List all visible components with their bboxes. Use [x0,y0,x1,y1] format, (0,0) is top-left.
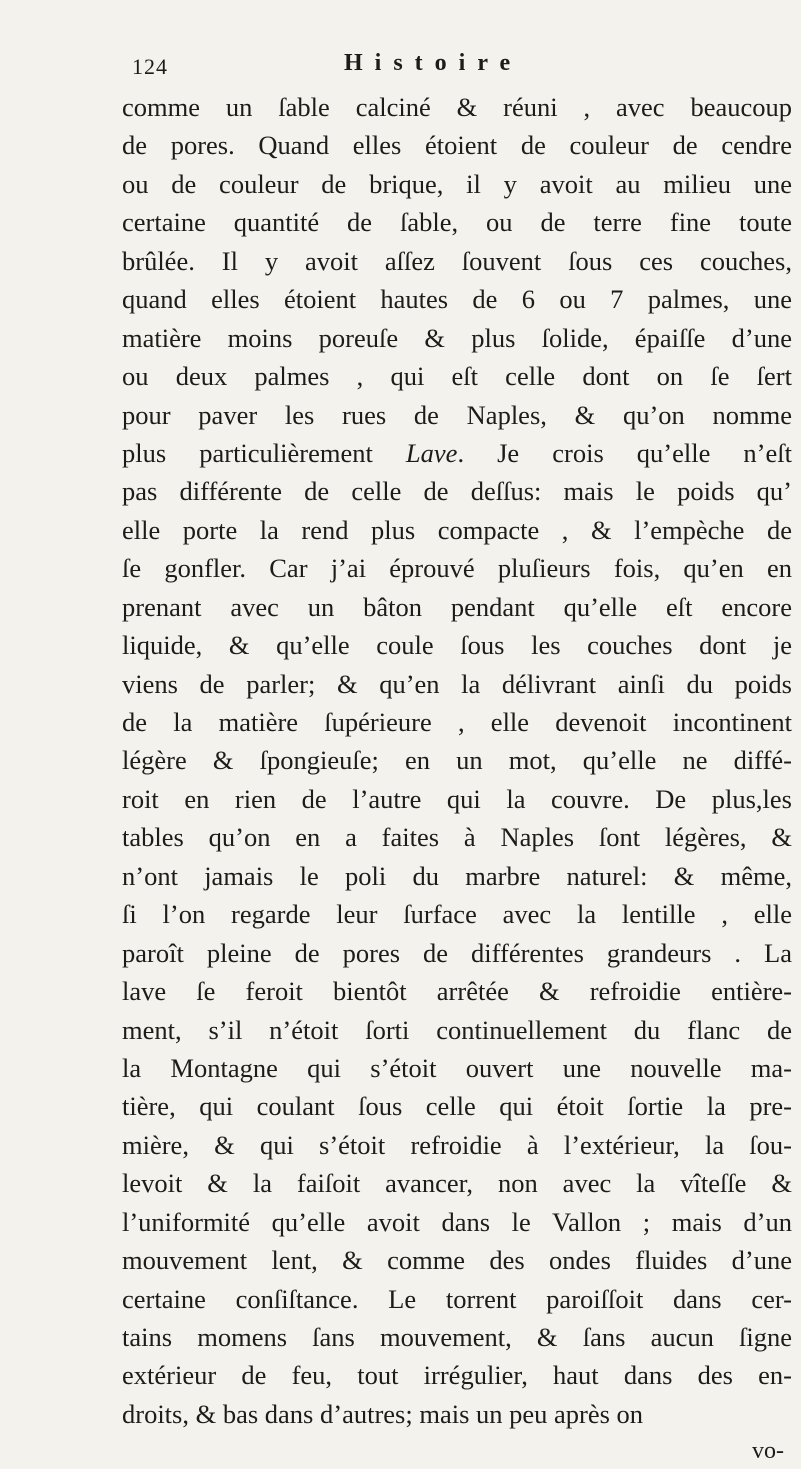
text-line: elle porte la rend plus compacte , & l’empèche de [122,514,792,545]
catchword: vo- [752,1438,784,1465]
emphasized-word: Lave [405,437,458,468]
text-line: ment, s’il n’étoit ſorti continuellement du flanc de [122,1014,792,1045]
text-line: certaine conſiſtance. Le torrent paroiſſoit dans cer- [122,1283,792,1314]
text-line: paroît pleine de pores de différentes grandeurs . La [122,937,792,968]
text-line: n’ont jamais le poli du marbre naturel: & même, [122,860,792,891]
text-line: pas différente de celle de deſſus: mais le poids qu’ [122,476,792,507]
text-line: la Montagne qui s’étoit ouvert une nouvelle ma- [122,1052,792,1083]
text-line: levoit & la faiſoit avancer, non avec la vîteſſe & [122,1168,792,1199]
book-page [122,48,792,1469]
text-line: ou deux palmes , qui eſt celle dont on ſe ſert [122,361,792,392]
text-line: comme un ſable calciné & réuni , avec beaucoup [122,92,792,122]
text-line: mière, & qui s’étoit refroidie à l’extérieur, la ſou- [122,1129,792,1160]
text-line: plus particulièrement Lave. Je crois qu’elle n’eſt [122,437,792,468]
text-line: matière moins poreuſe & plus ſolide, épaiſſe d’une [122,322,792,353]
body-text [122,88,792,1433]
text-line: ſe gonfler. Car j’ai éprouvé pluſieurs fois, qu’en en [122,553,792,584]
text-line: liquide, & qu’elle coule ſous les couches dont je [122,630,792,661]
text-line: de la matière ſupérieure , elle devenoit incontinent [122,707,792,737]
text-line: tains momens ſans mouvement, & ſans aucun ſigne [122,1322,792,1352]
text-line: ou de couleur de brique, il y avoit au milieu une [122,168,792,199]
text-line: prenant avec un bâton pendant qu’elle eſt encore [122,591,792,622]
text-line: quand elles étoient hautes de 6 ou 7 palmes, une [122,284,792,315]
text-line: de pores. Quand elles étoient de couleur de cendre [122,130,792,161]
text-line: tables qu’on en a faites à Naples ſont légères, & [122,822,792,853]
text-line: roit en rien de l’autre qui la couvre. De plus,les [122,783,792,814]
text-line: légère & ſpongieuſe; en un mot, qu’elle ne diffé- [122,745,792,776]
text-line: tière, qui coulant ſous celle qui étoit ſortie la pre- [122,1091,792,1122]
page-number: 124 [132,54,168,79]
text-line: lave ſe feroit bientôt arrêtée & refroidie entière- [122,976,792,1007]
text-line: extérieur de feu, tout irrégulier, haut dans des en- [122,1360,792,1391]
text-line: certaine quantité de ſable, ou de terre fine toute [122,207,792,238]
text-line: ſi l’on regarde leur ſurface avec la lentille , elle [122,899,792,930]
text-line: brûlée. Il y avoit aſſez ſouvent ſous ces couches, [122,245,792,276]
text-line: droits, & bas dans d’autres; mais un peu après on [122,1398,644,1429]
running-head [122,48,792,88]
text-line: l’uniformité qu’elle avoit dans le Vallon ; mais d’un [122,1206,792,1237]
text-line: viens de parler; & qu’en la délivrant ainſi du poids [122,668,792,699]
text-line: mouvement lent, & comme des ondes fluides d’une [122,1245,792,1276]
text-line: pour paver les rues de Naples, & qu’on nomme [122,399,792,430]
running-title: Histoire [344,50,523,76]
